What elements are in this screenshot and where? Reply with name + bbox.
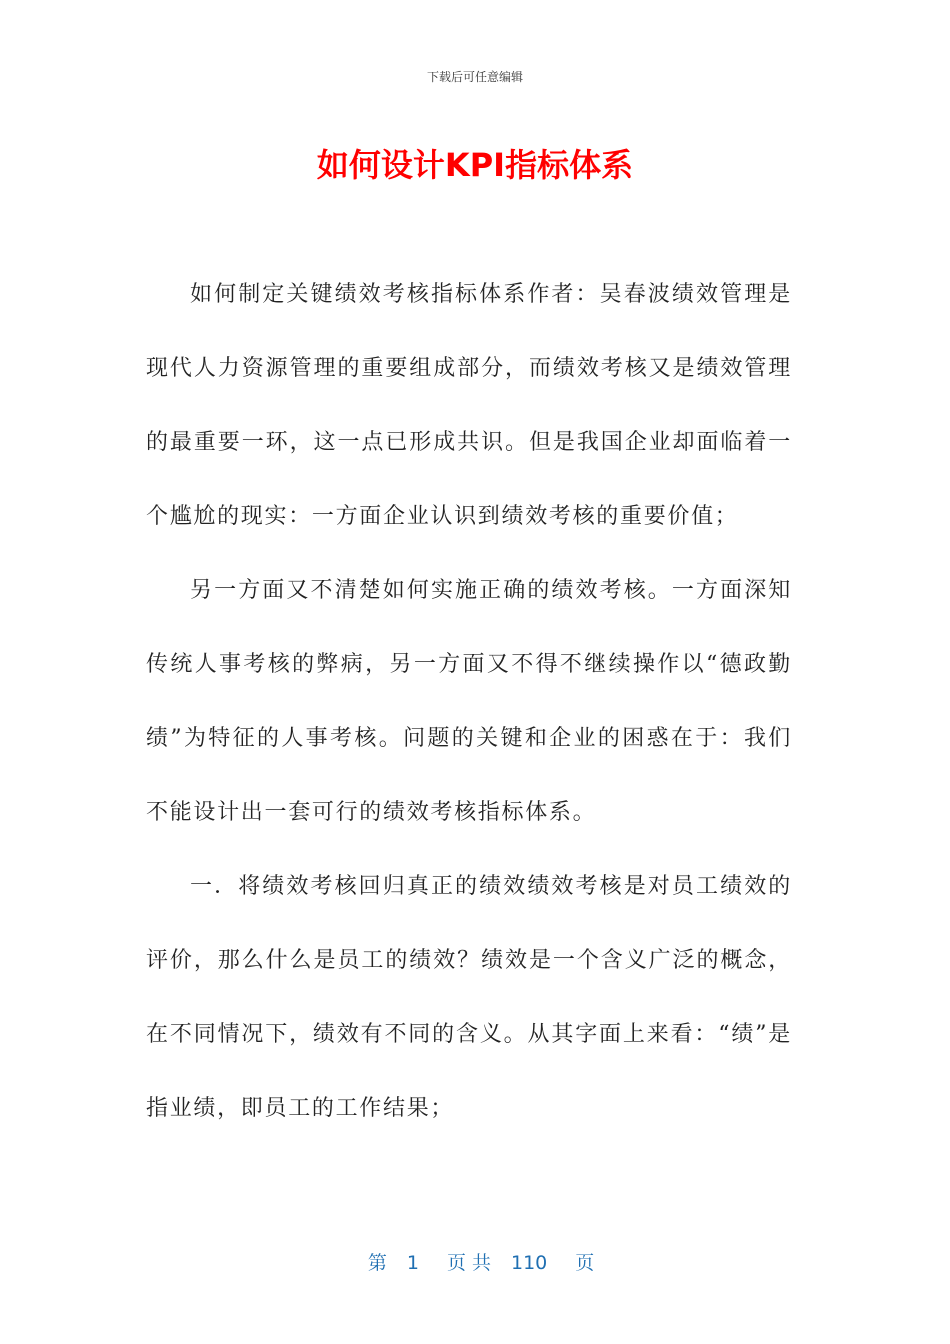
footer-total-pages: 110	[510, 1252, 548, 1274]
paragraph-2: 另一方面又不清楚如何实施正确的绩效考核。一方面深知传统人事考核的弊病，另一方面又不得不继续操作以“德政勤绩”为特征的人事考核。问题的关键和企业的困惑在于：我们不能设计出一套可行的绩效考核指标体系。	[146, 578, 792, 825]
document-title: 如何设计KPI指标体系	[316, 146, 634, 184]
header-note: 下载后可任意编辑	[426, 70, 523, 84]
footer-suffix: 页	[575, 1252, 595, 1274]
page-footer	[0, 1226, 950, 1275]
paragraph-1: 如何制定关键绩效考核指标体系作者：吴春波绩效管理是现代人力资源管理的重要组成部分，而绩效考核又是绩效管理的最重要一环，这一点已形成共识。但是我国企业却面临着一个尴尬的现实：一方面企业认识到绩效考核的重要价值；	[146, 282, 792, 529]
footer-middle: 页 共	[446, 1252, 491, 1274]
footer-page-number: 1	[406, 1252, 419, 1274]
paragraph-3: 一．将绩效考核回归真正的绩效绩效考核是对员工绩效的评价，那么什么是员工的绩效？绩效是一个含义广泛的概念，在不同情况下，绩效有不同的含义。从其字面上来看：“绩”是指业绩，即员工的工作结果；	[146, 874, 792, 1121]
footer-prefix: 第	[367, 1252, 387, 1274]
document-body	[146, 258, 792, 1146]
